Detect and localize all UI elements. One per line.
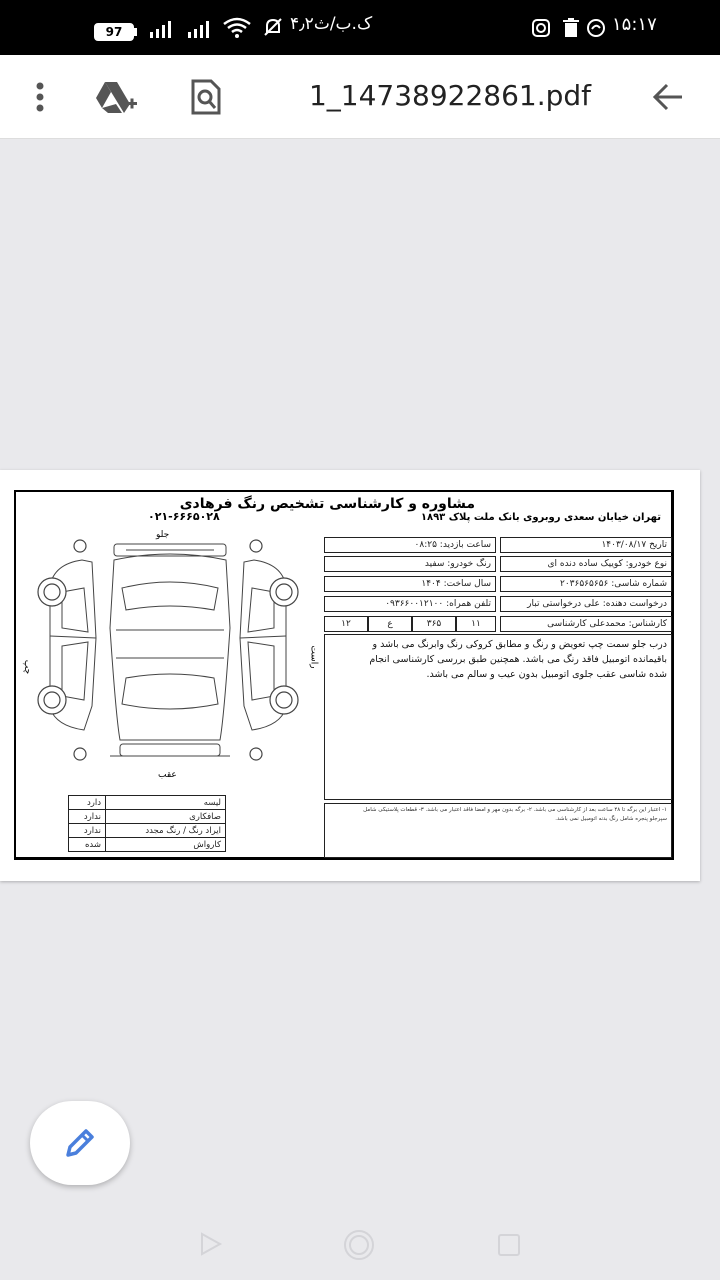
legend-value: دارد xyxy=(69,796,106,810)
nav-back-icon xyxy=(196,1230,224,1258)
legend-label: لیسه xyxy=(105,796,225,810)
find-in-page-icon xyxy=(190,79,222,115)
info-expert: کارشناس: محمدعلی کارشناسی xyxy=(500,616,672,632)
plate-part-3: ع xyxy=(368,616,412,632)
battery-tip xyxy=(134,28,137,36)
legend-value: ندارد xyxy=(69,824,106,838)
notification-camera-icon xyxy=(531,18,551,42)
legend-value: ندارد xyxy=(69,810,106,824)
legend-row xyxy=(69,838,226,852)
notes-box xyxy=(324,803,672,858)
description-line-2: باقیمانده اتومبیل فاقد رنگ می باشد. همچنین طبق بررسی کارشناسی انجام xyxy=(369,654,667,665)
signal-1-icon xyxy=(148,20,174,42)
notification-app-icon xyxy=(586,18,606,42)
info-mobile: تلفن همراه: ۰۹۳۶۶۰۰۱۲۱۰۰ xyxy=(324,596,496,612)
nav-back-button[interactable] xyxy=(196,1230,228,1260)
nav-recents-icon xyxy=(496,1232,522,1258)
arrow-back-icon xyxy=(652,83,684,111)
plate-part-4: ۱۲ xyxy=(324,616,368,632)
notification-delete-icon xyxy=(562,18,580,42)
description-line-3: شده شاسی عقب جلوی اتومبیل بدون عیب و سالم می باشد. xyxy=(426,669,667,680)
battery-indicator xyxy=(94,23,134,41)
info-requester: درخواست دهنده: علی درخواستی تبار xyxy=(500,596,672,612)
diagram-label-front: جلو xyxy=(156,530,170,540)
nav-home-icon xyxy=(342,1228,376,1262)
legend-label: کارواش xyxy=(105,838,225,852)
more-vert-icon xyxy=(35,82,45,112)
company-title: مشاوره و کارشناسی تشخیص رنگ فرهادی xyxy=(179,496,475,512)
edit-icon xyxy=(63,1126,97,1160)
nav-home-button[interactable] xyxy=(342,1228,378,1262)
info-car-type: نوع خودرو: کوییک ساده دنده ای xyxy=(500,556,672,572)
find-in-page-button[interactable] xyxy=(184,75,228,119)
signal-2-icon xyxy=(186,20,212,42)
info-build-year: سال ساخت: ۱۴۰۴ xyxy=(324,576,496,592)
legend-row xyxy=(69,824,226,838)
legend-label: صافکاری xyxy=(105,810,225,824)
file-name-title: 1_14738922861.pdf xyxy=(308,79,592,112)
diagram-label-rear: عقب xyxy=(158,770,177,780)
inspection-report xyxy=(14,490,674,860)
status-time: ۱۵:۱۷ xyxy=(612,14,657,35)
notes-line-1: ۱- اعتبار این برگه تا ۴۸ ساعت بعد از کارشناسی می باشد. ۲- برگه بدون مهر و امضا فاقد اعتبار می باشد. ۳- قطعات پلاستیکی شامل xyxy=(363,807,667,813)
pdf-page[interactable] xyxy=(0,470,700,881)
plate-part-1: ۱۱ xyxy=(456,616,496,632)
car-diagram xyxy=(34,528,302,772)
damage-legend-table xyxy=(68,795,226,852)
edit-fab-button[interactable] xyxy=(30,1101,130,1185)
muted-bell-icon xyxy=(262,16,284,42)
wifi-icon xyxy=(222,16,252,44)
info-car-color: رنگ خودرو: سفید xyxy=(324,556,496,572)
legend-row xyxy=(69,796,226,810)
add-to-drive-button[interactable] xyxy=(94,75,138,119)
info-chassis: شماره شاسی: ۲۰۳۶۵۶۵۶۵۶ xyxy=(500,576,672,592)
description-box xyxy=(324,634,672,800)
legend-value: شده xyxy=(69,838,106,852)
more-options-button[interactable] xyxy=(18,75,62,119)
plate-part-2: ۳۶۵ xyxy=(412,616,456,632)
description-line-1: درب جلو سمت چپ تعویض و رنگ و مطابق کروکی رنگ وابرنگ می باشد و xyxy=(372,639,667,650)
app-bar xyxy=(0,55,720,139)
diagram-label-right: راست xyxy=(308,645,319,669)
company-phone: ۰۲۱-۶۶۶۵۰۲۸ xyxy=(148,510,220,523)
network-speed: ۴٫۲ک.ب/ث xyxy=(290,14,373,34)
company-address: تهران خیابان سعدی روبروی بانک ملت پلاک ۱۸۹۳ xyxy=(420,512,661,523)
back-button[interactable] xyxy=(646,75,690,119)
status-bar xyxy=(0,0,720,55)
legend-row xyxy=(69,810,226,824)
info-visit-time: ساعت بازدید: ۰۸:۲۵ xyxy=(324,537,496,553)
notes-line-2: سپرجلو پنجره شامل رنگ بدنه اتومبیل نمی باشد. xyxy=(555,816,667,822)
battery-level: 97 xyxy=(105,25,123,39)
nav-recents-button[interactable] xyxy=(496,1232,524,1260)
legend-label: ایراد رنگ / رنگ مجدد xyxy=(105,824,225,838)
diagram-label-left: چپ xyxy=(22,659,33,675)
add-to-drive-icon xyxy=(94,80,138,114)
info-date: تاریخ ۱۴۰۳/۰۸/۱۷ xyxy=(500,537,672,553)
